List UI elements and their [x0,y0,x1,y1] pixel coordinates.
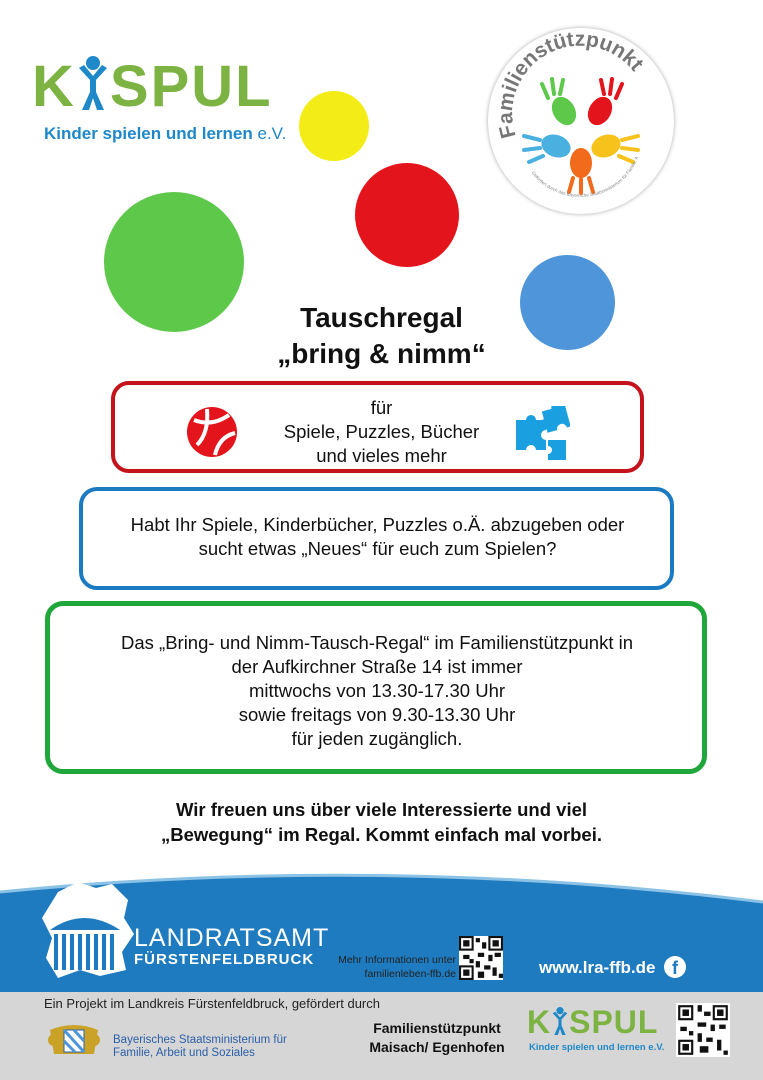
red-box-line: und vieles mehr [316,445,447,466]
green-box-line: der Aufkirchner Straße 14 ist immer [231,656,523,677]
green-box-text [52,631,702,751]
ministry-text [113,1034,287,1060]
tagline-ev: e.V. [257,124,287,143]
landratsamt-title: LANDRATSAMT [134,924,330,952]
blue-box-text [85,513,670,561]
kispul-logo [32,52,292,162]
fsp-place: Maisach/ Egenhofen [369,1039,505,1055]
project-note: Ein Projekt im Landkreis Fürstenfeldbruck, gefördert durch [44,996,380,1011]
landratsamt-logo-text [134,925,329,969]
hands-icon [524,79,638,193]
seal-arc-text: Familienstützpunkt [493,28,648,141]
more-info-line: Mehr Informationen unter [338,954,456,966]
more-info-text [318,953,456,981]
kispul-footer-wordmark [527,1004,658,1040]
more-info-url[interactable]: familienleben-ffb.de [364,968,456,980]
ministry-line: Bayerisches Staatsministerium für [113,1034,287,1046]
ministry-line: Familie, Arbeit und Soziales [113,1047,255,1059]
green-box-line: sowie freitags von 9.30-13.30 Uhr [238,704,516,725]
qr-code-icon[interactable] [459,936,503,980]
jumping-child-icon [76,54,110,112]
landratsamt-subtitle: FÜRSTENFELDBRUCK [134,951,315,968]
bavaria-crest-icon [44,1018,104,1058]
blue-box-line: sucht etwas „Neues“ für euch zum Spielen? [198,538,557,559]
facebook-icon[interactable]: f [664,956,686,978]
familienstuetzpunkt-location [347,1019,527,1057]
qr-code-icon[interactable] [676,1003,730,1057]
familienstuetzpunkt-seal [488,28,674,214]
kispul-wordmark [32,52,273,122]
kispul-tagline [44,124,286,144]
logo-letter-k: K [32,54,76,119]
tagline-text: Kinder spielen und lernen [44,124,253,143]
closing-line: „Bewegung“ im Regal. Kommt einfach mal vorbei. [160,824,602,845]
fsp-name: Familienstützpunkt [373,1020,501,1036]
red-box-line: für [370,397,393,418]
page-subtitle: „bring & nimm“ [277,338,486,369]
district-map-icon [38,878,138,982]
red-circle [355,163,459,267]
closing-line: Wir freuen uns über viele Interessierte und viel [175,799,588,820]
seal-small-text: Gefördert durch das Bayerische Staatsministerium für Familie, A [530,155,640,198]
red-box-text [200,396,563,468]
logo-letters-spul: SPUL [109,54,273,119]
jumping-child-icon [551,1006,569,1036]
green-box-line: Das „Bring- und Nimm-Tausch-Regal“ im Familienstützpunkt in [121,632,633,653]
green-box-line: für jeden zugänglich. [291,728,463,749]
closing-text [0,797,763,847]
green-box-line: mittwochs von 13.30-17.30 Uhr [248,680,506,701]
red-box-line: Spiele, Puzzles, Bücher [283,421,480,442]
page-title: Tauschregal [300,302,463,333]
blue-box-line: Habt Ihr Spiele, Kinderbücher, Puzzles o.Ä. abzugeben oder [130,514,625,535]
kispul-footer-spul: SPUL [569,1004,659,1040]
seal-graphic [488,28,674,214]
kispul-footer-tagline: Kinder spielen und lernen e.V. [529,1042,665,1053]
website-link[interactable]: www.lra-ffb.de [539,958,656,977]
kispul-footer-k: K [527,1004,552,1040]
kispul-footer-logo [527,1004,665,1060]
yellow-circle [299,91,369,161]
